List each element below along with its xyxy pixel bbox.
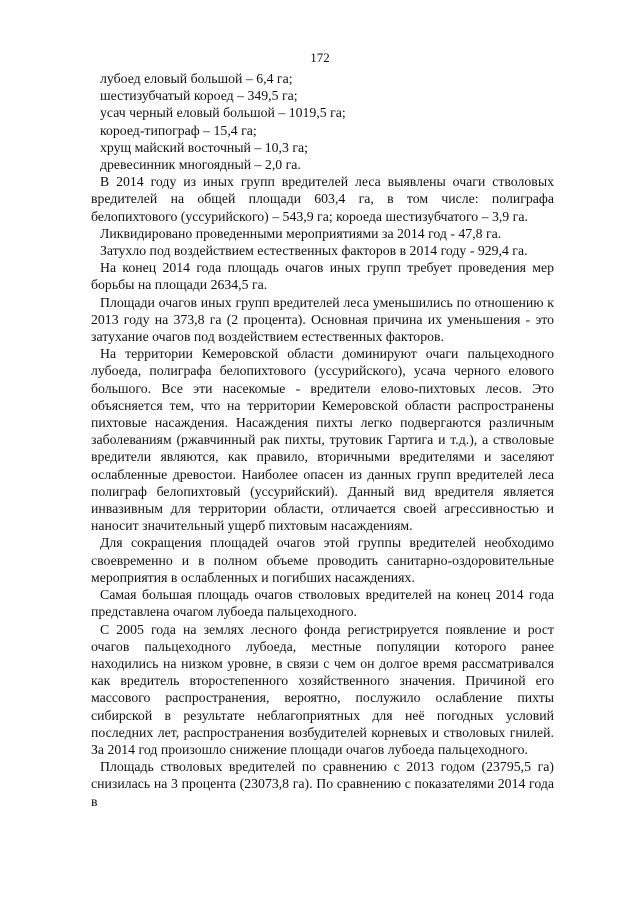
paragraph: Площадь стволовых вредителей по сравнению с 2013 годом (23795,5 га) снизилась на 3 процента (23073,8 га). По сравнению с показателями 2014 года в [91, 759, 554, 809]
list-item: хрущ майский восточный – 10,3 га; [100, 139, 308, 155]
paragraph: Самая большая площадь очагов стволовых вредителей на конец 2014 года представлена очагом лубоеда пальцеходного. [91, 587, 554, 620]
list-item: усач черный еловый большой – 1019,5 га; [100, 105, 346, 121]
paragraph: Ликвидировано проведенными мероприятиями за 2014 год - 47,8 га. [100, 225, 502, 241]
page-content [91, 70, 554, 810]
list-item: короед-типограф – 15,4 га; [100, 122, 257, 138]
page-number: 172 [310, 50, 330, 65]
paragraph: Затухло под воздействием естественных факторов в 2014 году - 929,4 га. [100, 243, 528, 259]
paragraph: Для сокращения площадей очагов этой группы вредителей необходимо своевременно и в полном объеме проводить санитарно-оздоровительные мероприятия в ослабленных и погибших насаждениях. [91, 535, 554, 585]
paragraph: Площади очагов иных групп вредителей леса уменьшились по отношению к 2013 году на 373,8 га (2 процента). Основная причина их уменьшения - это затухание очагов под воздействием естественных факторов. [91, 294, 554, 345]
paragraph: В 2014 году из иных групп вредителей леса выявлены очаги стволовых вредителей на общей площади 603,4 га, в том числе: полиграфа белопихтового (уссурийского) – 543,9 га; короеда шестизубчатого – 3,9 га. [91, 174, 554, 224]
paragraph: На территории Кемеровской области доминируют очаги пальцеходного лубоеда, полиграфа белопихтового (уссурийского), усача черного елового большого. Все эти насекомые - вредители елово-пихтовых лесов. Это объясняется тем, что на территории Кемеровской области распространены пихтовые насаждения. Насаждения пихты легко подвергаются различным заболеваниям (ржавчинный рак пихты, трутовик Гартига и т.д.), а стволовые вредители являются, как правило, вторичными вредителями и заселяют ослабленные древостои. Наиболее опасен из данных групп вредителей леса полиграф белопихтовый (уссурийский). Данный вид вредителя является инвазивным для территории области, отличается своей агрессивностью и наносит значительный ущерб пихтовым насаждениям. [91, 346, 554, 534]
paragraph: С 2005 года на землях лесного фонда регистрируется появление и рост очагов пальцеходного лубоеда, местные популяции которого ранее находились на низком уровне, в связи с чем он долгое время рассматривался как вредитель второстепенного хозяйственного значения. Причиной его массового распространения, вероятно, послужило ослабление пихты сибирской в результате неблагоприятных для неё погодных условий последних лет, распространения возбудителей корневых и стволовых гнилей. За 2014 год произошло снижение площади очагов лубоеда пальцеходного. [91, 621, 554, 757]
list-item: шестизубчатый короед – 349,5 га; [100, 88, 298, 104]
paragraph: На конец 2014 года площадь очагов иных групп требует проведения мер борьбы на площади 2634,5 га. [91, 260, 554, 293]
pest-list [91, 70, 554, 173]
list-item: лубоед еловый большой – 6,4 га; [100, 71, 293, 86]
list-item: древесинник многоядный – 2,0 га. [100, 157, 301, 173]
